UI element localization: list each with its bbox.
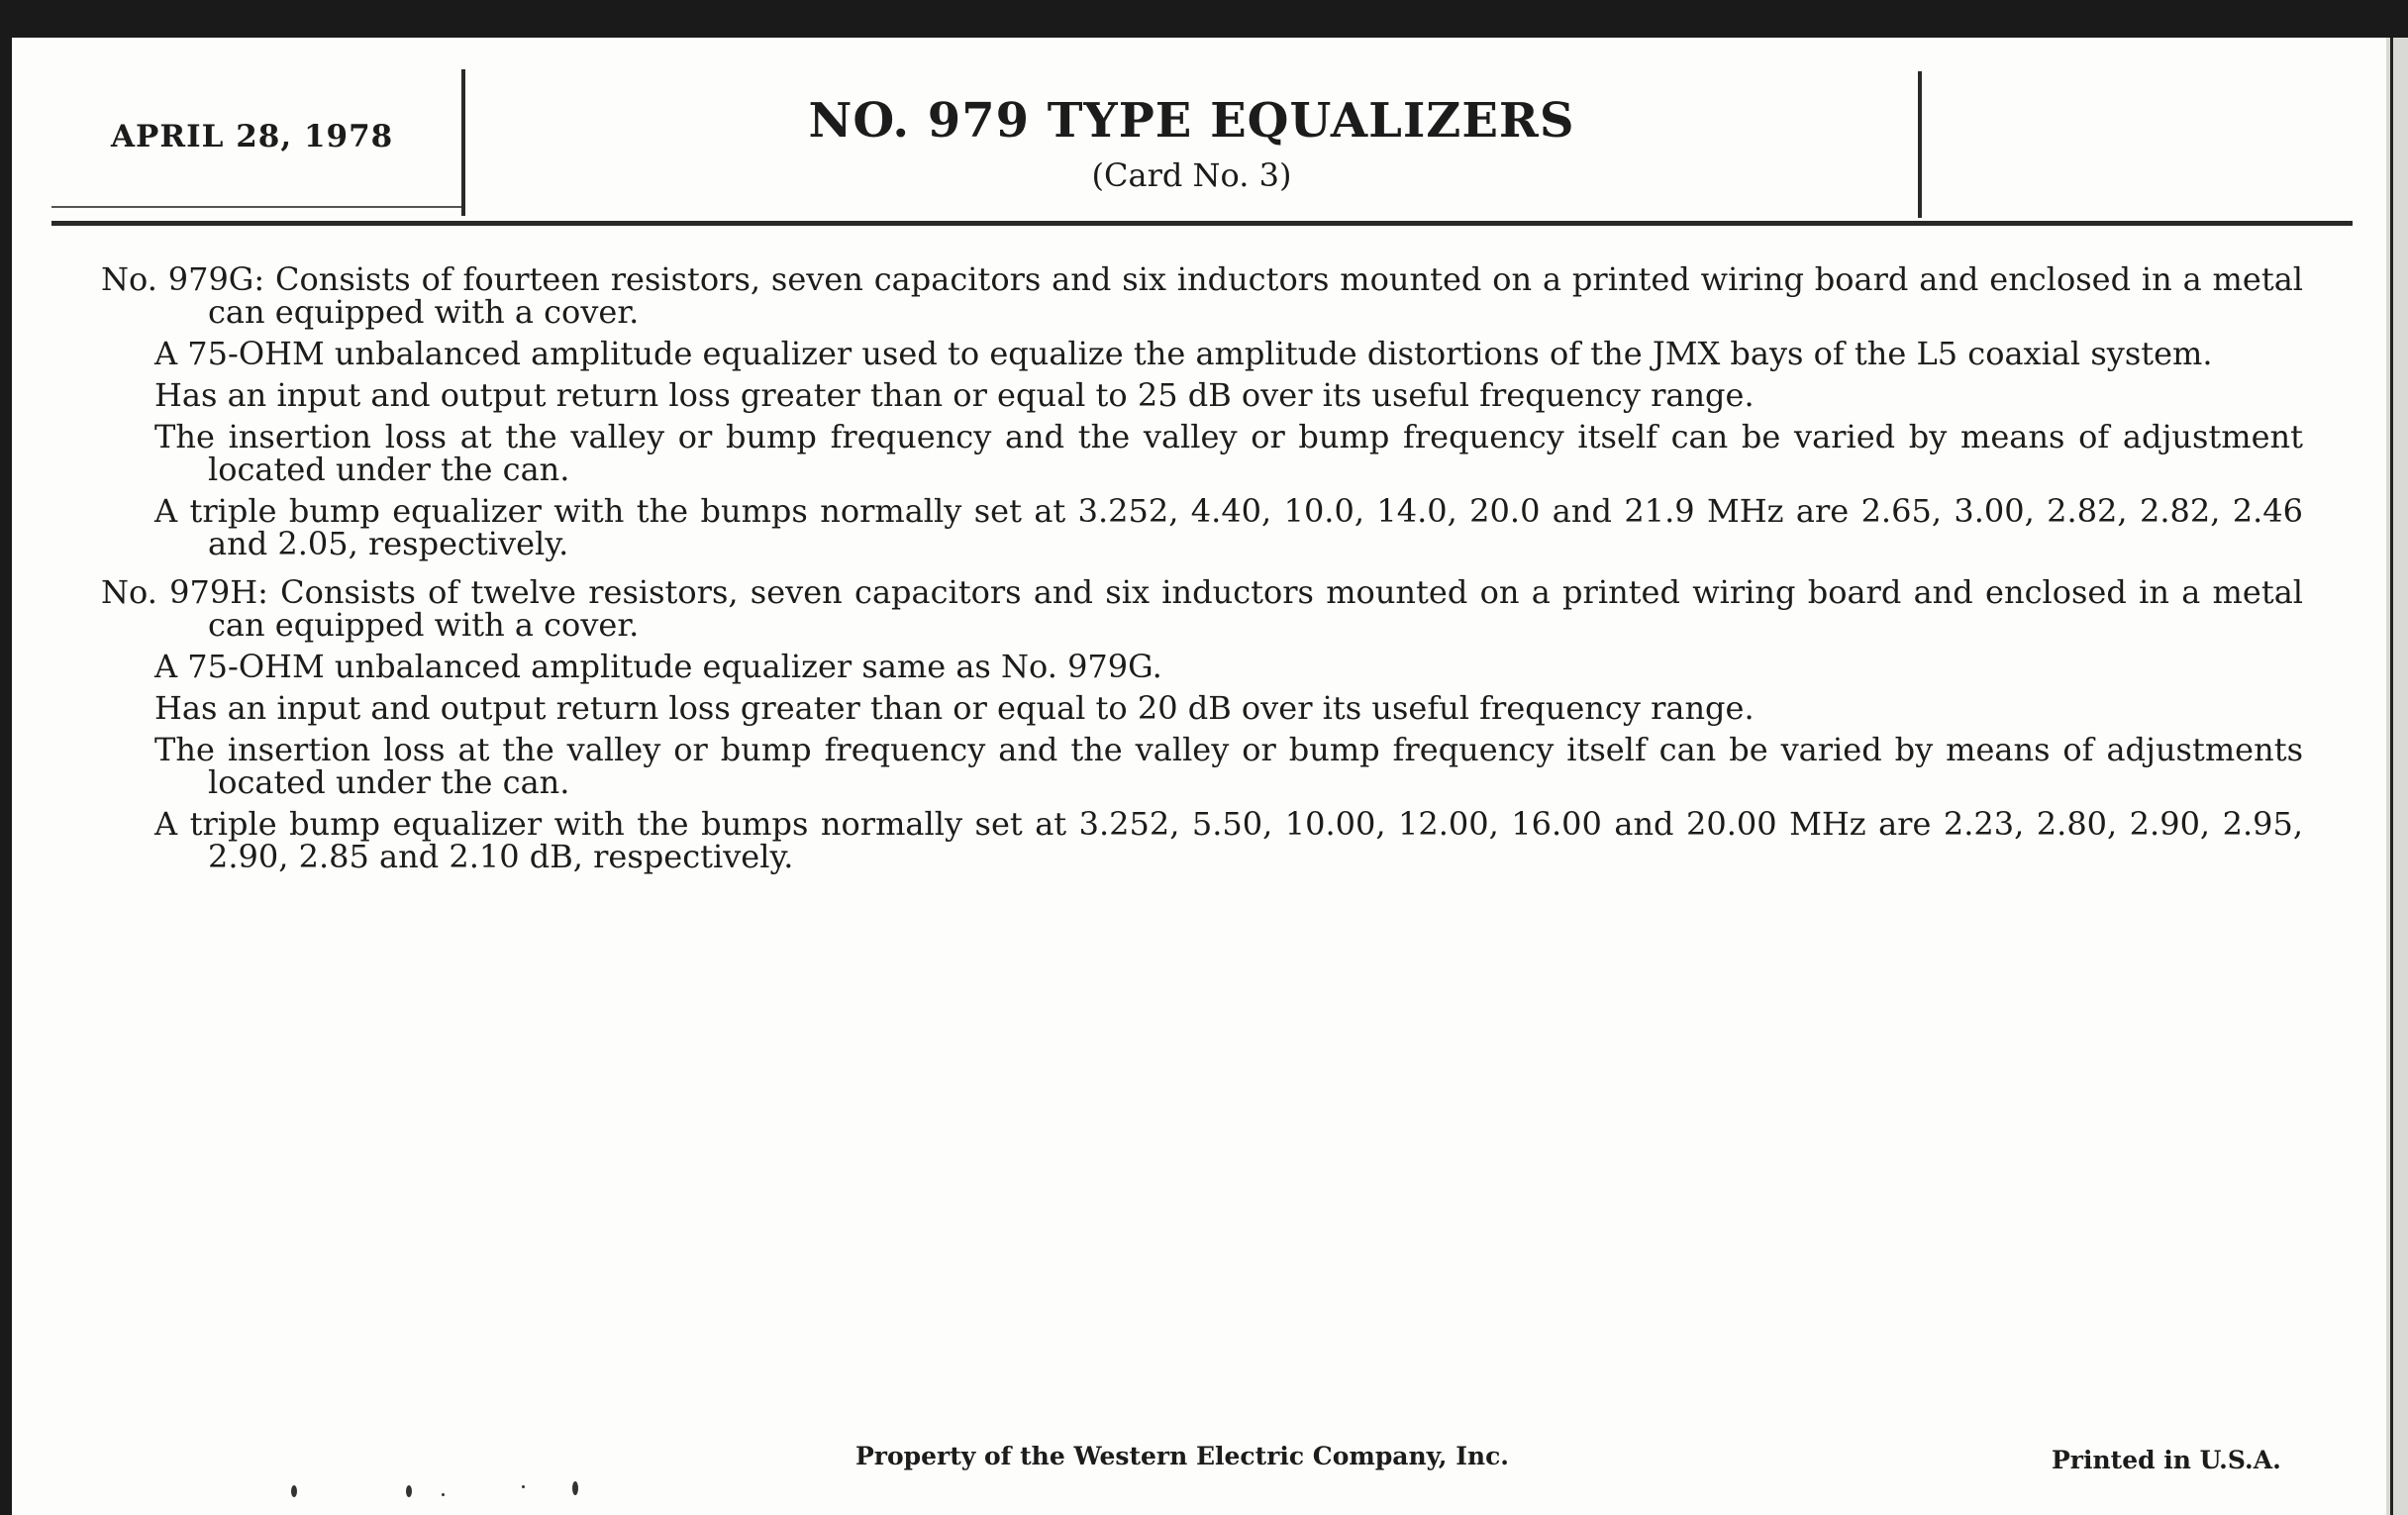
scan-speck xyxy=(442,1493,445,1496)
entry-paragraph: Has an input and output return loss greater than or equal to 25 dB over its useful frequency range. xyxy=(154,376,1755,414)
header-rule xyxy=(51,221,2353,226)
header-divider-right xyxy=(1918,71,1922,218)
date-underline xyxy=(51,206,461,208)
scan-speck xyxy=(572,1481,578,1495)
card-date: APRIL 28, 1978 xyxy=(111,119,394,154)
entry-979h xyxy=(101,573,2303,875)
card-subtitle: (Card No. 3) xyxy=(1091,156,1292,194)
entry-paragraph: A 75-OHM unbalanced amplitude equalizer same as No. 979G. xyxy=(154,648,1162,685)
card-title: NO. 979 TYPE EQUALIZERS xyxy=(808,93,1575,149)
scan-speck xyxy=(522,1485,525,1488)
card-body xyxy=(101,260,2303,875)
entry-paragraph: A triple bump equalizer with the bumps normally set at 3.252, 4.40, 10.0, 14.0, 20.0 and 21.9 MHz are 2.65, 3.00, 2.82, 2.82, 2.46 and 2.05, respectively. xyxy=(154,492,2303,562)
scan-speck xyxy=(406,1485,412,1497)
printed-notice: Printed in U.S.A. xyxy=(2052,1446,2281,1474)
entry-paragraph: The insertion loss at the valley or bump frequency and the valley or bump frequency itself can be varied by means of adjustments located under the can. xyxy=(154,731,2303,801)
scan-speck xyxy=(291,1485,297,1497)
entry-heading: No. 979G: Consists of fourteen resistors, seven capacitors and six inductors mounted on a printed wiring board and enclosed in a metal can equipped with a cover. xyxy=(101,260,2303,331)
entry-paragraph: The insertion loss at the valley or bump frequency and the valley or bump frequency itself can be varied by means of adjustment located under the can. xyxy=(154,418,2303,488)
entry-979g xyxy=(101,260,2303,562)
entry-paragraph: Has an input and output return loss greater than or equal to 20 dB over its useful frequency range. xyxy=(154,689,1755,727)
entry-paragraph: A triple bump equalizer with the bumps normally set at 3.252, 5.50, 10.00, 12.00, 16.00 and 20.00 MHz are 2.23, 2.80, 2.90, 2.95, 2.90, 2.85 and 2.10 dB, respectively. xyxy=(154,805,2303,875)
property-notice: Property of the Western Electric Company, Inc. xyxy=(855,1442,1510,1470)
entry-heading: No. 979H: Consists of twelve resistors, seven capacitors and six inductors mounted on a printed wiring board and enclosed in a metal can equipped with a cover. xyxy=(101,573,2303,644)
card-edge xyxy=(2386,38,2408,1515)
entry-paragraph: A 75-OHM unbalanced amplitude equalizer used to equalize the amplitude distortions of the JMX bays of the L5 coaxial system. xyxy=(154,335,2213,372)
